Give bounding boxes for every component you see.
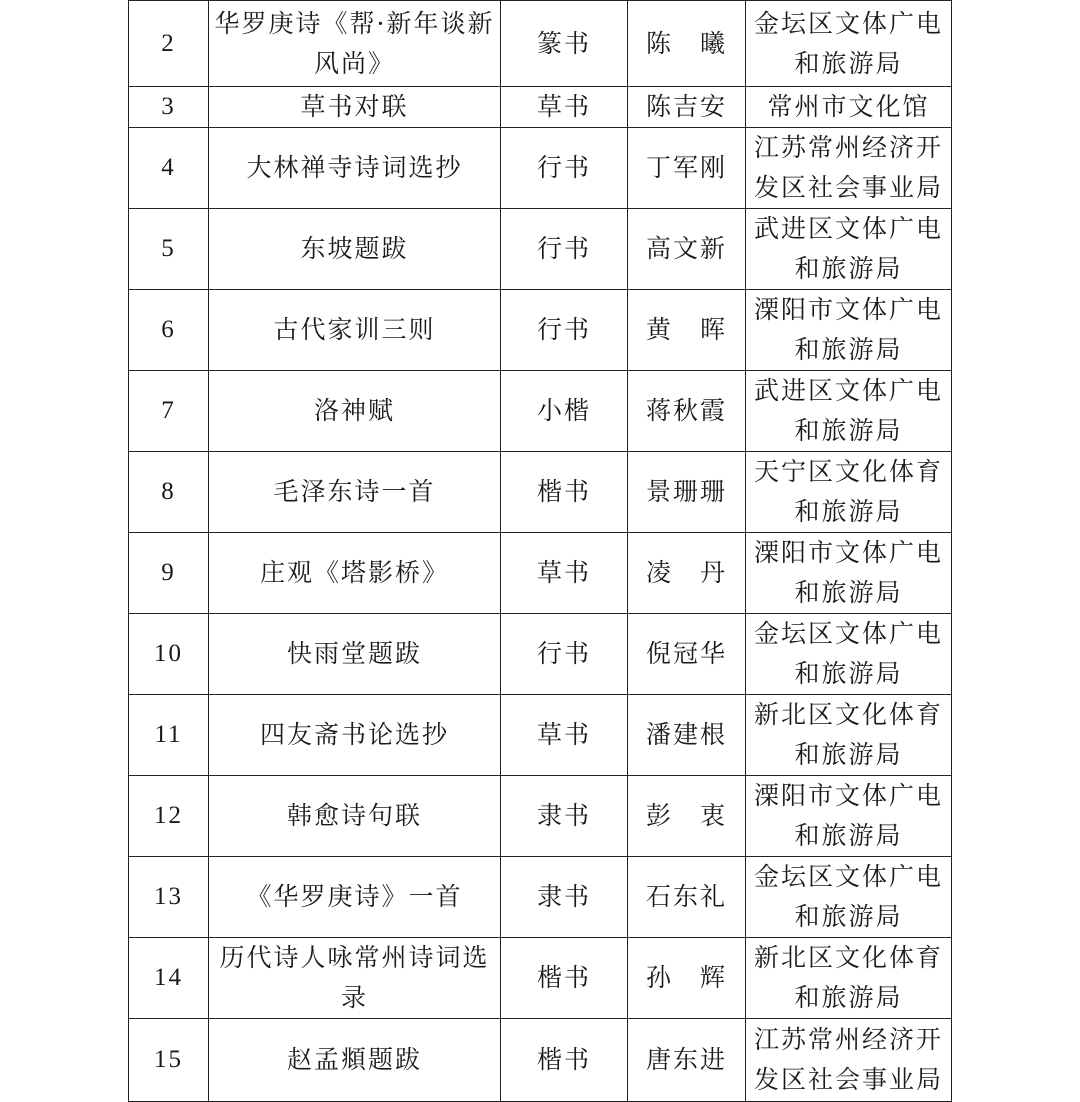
cell-number: 15 <box>129 1019 209 1102</box>
cell-number: 10 <box>129 614 209 695</box>
cell-work-title: 华罗庚诗《帮·新年谈新风尚》 <box>209 1 501 87</box>
cell-number: 7 <box>129 371 209 452</box>
cell-unit: 武进区文体广电和旅游局 <box>746 209 952 290</box>
cell-author: 高文新 <box>628 209 746 290</box>
cell-unit: 江苏常州经济开发区社会事业局 <box>746 1019 952 1102</box>
table-row <box>129 695 952 776</box>
cell-number: 5 <box>129 209 209 290</box>
cell-work-title: 《华罗庚诗》一首 <box>209 857 501 938</box>
cell-unit: 溧阳市文体广电和旅游局 <box>746 776 952 857</box>
cell-script-style: 小楷 <box>501 371 628 452</box>
cell-author: 黄 晖 <box>628 290 746 371</box>
cell-author: 孙 辉 <box>628 938 746 1019</box>
cell-script-style: 楷书 <box>501 452 628 533</box>
table-body <box>129 0 952 1102</box>
cell-script-style: 草书 <box>501 87 628 128</box>
table-row <box>129 1 952 87</box>
awards-table <box>128 0 952 1102</box>
cell-work-title: 古代家训三则 <box>209 290 501 371</box>
cell-work-title: 历代诗人咏常州诗词选录 <box>209 938 501 1019</box>
cell-author: 潘建根 <box>628 695 746 776</box>
cell-work-title: 草书对联 <box>209 87 501 128</box>
cell-work-title: 毛泽东诗一首 <box>209 452 501 533</box>
cell-script-style: 篆书 <box>501 1 628 87</box>
cell-unit: 常州市文化馆 <box>746 87 952 128</box>
cell-script-style: 隶书 <box>501 776 628 857</box>
cell-number: 2 <box>129 1 209 87</box>
cell-unit: 溧阳市文体广电和旅游局 <box>746 290 952 371</box>
cell-unit: 金坛区文体广电和旅游局 <box>746 1 952 87</box>
cell-unit: 金坛区文体广电和旅游局 <box>746 614 952 695</box>
cell-script-style: 草书 <box>501 695 628 776</box>
cell-unit: 溧阳市文体广电和旅游局 <box>746 533 952 614</box>
cell-script-style: 行书 <box>501 209 628 290</box>
cell-author: 彭 衷 <box>628 776 746 857</box>
table-row <box>129 533 952 614</box>
cell-number: 12 <box>129 776 209 857</box>
cell-unit: 金坛区文体广电和旅游局 <box>746 857 952 938</box>
cell-author: 丁军刚 <box>628 128 746 209</box>
cell-script-style: 楷书 <box>501 938 628 1019</box>
cell-work-title: 洛神赋 <box>209 371 501 452</box>
cell-unit: 天宁区文化体育和旅游局 <box>746 452 952 533</box>
cell-script-style: 行书 <box>501 128 628 209</box>
table-row <box>129 87 952 128</box>
cell-number: 4 <box>129 128 209 209</box>
cell-work-title: 东坡题跋 <box>209 209 501 290</box>
table-row <box>129 1019 952 1102</box>
cell-number: 8 <box>129 452 209 533</box>
cell-author: 陈 曦 <box>628 1 746 87</box>
table-row <box>129 371 952 452</box>
cell-work-title: 韩愈诗句联 <box>209 776 501 857</box>
cell-work-title: 赵孟頫题跋 <box>209 1019 501 1102</box>
cell-number: 14 <box>129 938 209 1019</box>
table-row <box>129 614 952 695</box>
cell-work-title: 快雨堂题跋 <box>209 614 501 695</box>
cell-number: 3 <box>129 87 209 128</box>
cell-unit: 江苏常州经济开发区社会事业局 <box>746 128 952 209</box>
cell-author: 倪冠华 <box>628 614 746 695</box>
table-row <box>129 776 952 857</box>
cell-author: 蒋秋霞 <box>628 371 746 452</box>
cell-script-style: 行书 <box>501 614 628 695</box>
table-row <box>129 938 952 1019</box>
table-row <box>129 128 952 209</box>
cell-number: 13 <box>129 857 209 938</box>
cell-unit: 新北区文化体育和旅游局 <box>746 938 952 1019</box>
cell-unit: 武进区文体广电和旅游局 <box>746 371 952 452</box>
cell-author: 景珊珊 <box>628 452 746 533</box>
cell-script-style: 楷书 <box>501 1019 628 1102</box>
cell-script-style: 隶书 <box>501 857 628 938</box>
table-row <box>129 209 952 290</box>
cell-author: 石东礼 <box>628 857 746 938</box>
table-row <box>129 290 952 371</box>
cell-author: 陈吉安 <box>628 87 746 128</box>
table-row <box>129 452 952 533</box>
cell-script-style: 行书 <box>501 290 628 371</box>
cell-work-title: 庄观《塔影桥》 <box>209 533 501 614</box>
cell-author: 唐东进 <box>628 1019 746 1102</box>
cell-author: 凌 丹 <box>628 533 746 614</box>
cell-unit: 新北区文化体育和旅游局 <box>746 695 952 776</box>
cell-work-title: 四友斋书论选抄 <box>209 695 501 776</box>
cell-work-title: 大林禅寺诗词选抄 <box>209 128 501 209</box>
cell-number: 9 <box>129 533 209 614</box>
cell-number: 6 <box>129 290 209 371</box>
cell-script-style: 草书 <box>501 533 628 614</box>
table-row <box>129 857 952 938</box>
cell-number: 11 <box>129 695 209 776</box>
